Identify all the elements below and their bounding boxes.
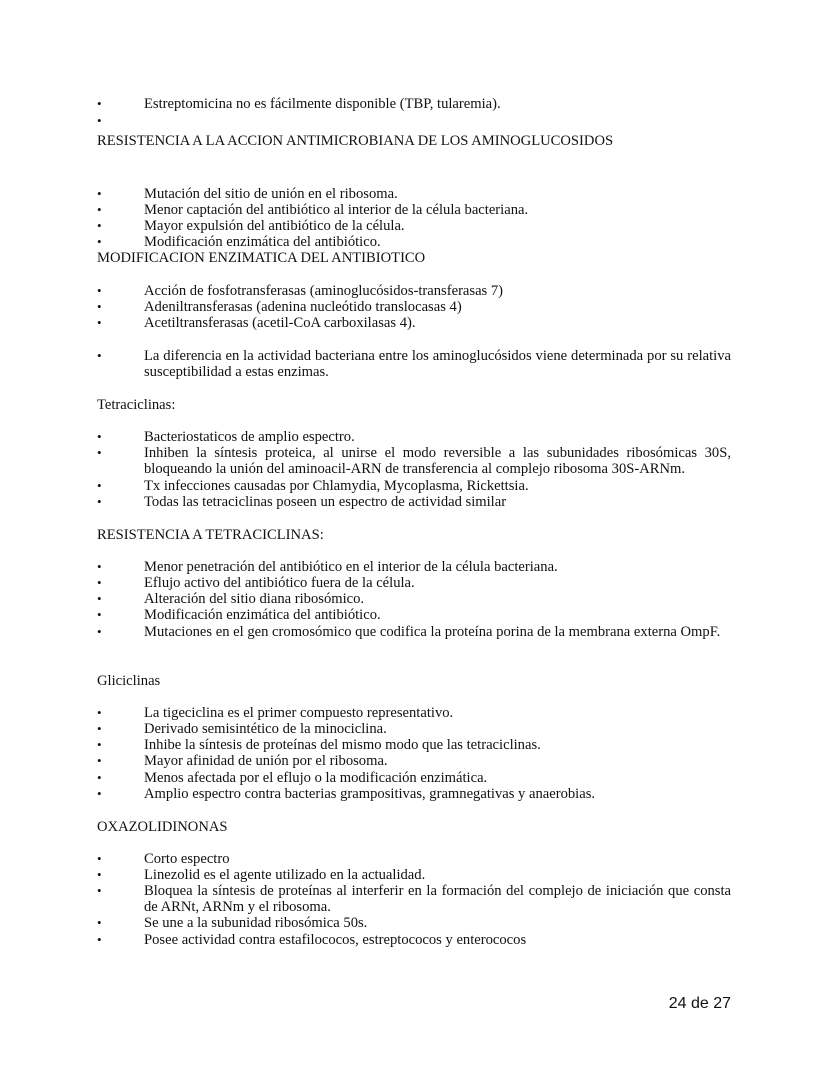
bullet-icon: • (97, 737, 102, 752)
list-item (97, 575, 731, 591)
bullet-icon: • (97, 299, 102, 314)
list-item-text: Menor penetración del antibiótico en el interior de la célula bacteriana. (144, 559, 558, 575)
list-item-text: Bloquea la síntesis de proteínas al interferir en la formación del complejo de iniciación que consta de ARNt, ARNm y el ribosoma. (144, 883, 731, 916)
list-item-text: Menor captación del antibiótico al interior de la célula bacteriana. (144, 202, 529, 218)
list-item-text: La tigeciclina es el primer compuesto representativo. (144, 705, 454, 721)
list-item (97, 202, 731, 218)
bullet-icon: • (97, 721, 102, 736)
list-item (97, 218, 731, 234)
bullet-icon: • (97, 575, 102, 590)
bullet-icon: • (97, 494, 102, 509)
bullet-icon: • (97, 624, 102, 639)
list-item (97, 883, 731, 915)
list-item-text: Corto espectro (144, 851, 230, 867)
bullet-icon: • (97, 234, 102, 249)
section-heading: Gliciclinas (97, 673, 161, 689)
bullet-icon: • (97, 113, 102, 128)
list-item (97, 429, 731, 445)
list-item-text: Modificación enzimática del antibiótico. (144, 607, 381, 623)
list-item (97, 624, 731, 640)
list-item (97, 348, 731, 380)
bullet-icon: • (97, 445, 102, 460)
list-item-text: Mayor expulsión del antibiótico de la célula. (144, 218, 405, 234)
list-item-text: Adeniltransferasas (adenina nucleótido translocasas 4) (144, 299, 462, 315)
list-item (97, 283, 731, 299)
list-item (97, 607, 731, 623)
bullet-icon: • (97, 932, 102, 947)
list-item (97, 591, 731, 607)
section-heading: RESISTENCIA A LA ACCION ANTIMICROBIANA DE LOS AMINOGLUCOSIDOS (97, 133, 614, 149)
bullet-icon: • (97, 559, 102, 574)
list-item (97, 786, 731, 802)
bullet-icon: • (97, 753, 102, 768)
list-item (97, 932, 731, 948)
bullet-icon: • (97, 429, 102, 444)
list-item-text: Todas las tetraciclinas poseen un espectro de actividad similar (144, 494, 507, 510)
list-item (97, 770, 731, 786)
list-item (97, 867, 731, 883)
list-item (97, 478, 731, 494)
section-heading: MODIFICACION ENZIMATICA DEL ANTIBIOTICO (97, 250, 426, 266)
list-item (97, 315, 731, 331)
list-item-text: Se une a la subunidad ribosómica 50s. (144, 915, 368, 931)
list-item (97, 753, 731, 769)
list-item-text: Amplio espectro contra bacterias grampositivas, gramnegativas y anaerobias. (144, 786, 596, 802)
list-item (97, 559, 731, 575)
list-item-text: Inhiben la síntesis proteica, al unirse el modo reversible a las subunidades ribosómicas 30S, bloqueando la unión del aminoacil-ARN de transferencia al complejo ribosoma 30S-ARNm. (144, 445, 731, 478)
list-item-text: Mayor afinidad de unión por el ribosoma. (144, 753, 388, 769)
bullet-icon: • (97, 202, 102, 217)
list-item (97, 445, 731, 477)
bullet-icon: • (97, 186, 102, 201)
list-item (97, 186, 731, 202)
list-item-text: La diferencia en la actividad bacteriana entre los aminoglucósidos viene determinada por su relativa susceptibilidad a estas enzimas. (144, 348, 731, 381)
list-item-text: Menos afectada por el eflujo o la modificación enzimática. (144, 770, 488, 786)
list-item (97, 96, 731, 112)
list-item-text: Mutación del sitio de unión en el ribosoma. (144, 186, 398, 202)
list-item (97, 915, 731, 931)
list-item (97, 234, 731, 250)
list-item (97, 851, 731, 867)
bullet-icon: • (97, 705, 102, 720)
bullet-icon: • (97, 851, 102, 866)
bullet-icon: • (97, 315, 102, 330)
bullet-icon: • (97, 96, 102, 111)
bullet-icon: • (97, 348, 102, 363)
list-item (97, 494, 731, 510)
section-heading: RESISTENCIA A TETRACICLINAS: (97, 527, 324, 543)
list-item-text: Alteración del sitio diana ribosómico. (144, 591, 365, 607)
bullet-icon: • (97, 786, 102, 801)
section-heading: OXAZOLIDINONAS (97, 819, 228, 835)
list-item-text: Posee actividad contra estafilococos, estreptococos y enterococos (144, 932, 527, 948)
list-item-text: Acción de fosfotransferasas (aminoglucósidos-transferasas 7) (144, 283, 504, 299)
bullet-icon: • (97, 915, 102, 930)
list-item (97, 299, 731, 315)
bullet-icon: • (97, 218, 102, 233)
list-item-text: Linezolid es el agente utilizado en la actualidad. (144, 867, 426, 883)
list-item-text: Inhibe la síntesis de proteínas del mismo modo que las tetraciclinas. (144, 737, 541, 753)
section-heading: Tetraciclinas: (97, 397, 176, 413)
bullet-icon: • (97, 770, 102, 785)
list-item (97, 705, 731, 721)
bullet-icon: • (97, 591, 102, 606)
bullet-icon: • (97, 867, 102, 882)
list-item-text: Modificación enzimática del antibiótico. (144, 234, 381, 250)
list-item-text: Mutaciones en el gen cromosómico que codifica la proteína porina de la membrana externa OmpF. (144, 624, 721, 640)
bullet-icon: • (97, 283, 102, 298)
list-item-text: Eflujo activo del antibiótico fuera de la célula. (144, 575, 415, 591)
bullet-icon: • (97, 478, 102, 493)
list-item-text: Derivado semisintético de la minociclina. (144, 721, 387, 737)
list-item (97, 737, 731, 753)
list-item-text: Bacteriostaticos de amplio espectro. (144, 429, 355, 445)
list-item-text: Tx infecciones causadas por Chlamydia, Mycoplasma, Rickettsia. (144, 478, 529, 494)
page-number: 24 de 27 (668, 995, 731, 1012)
list-item (97, 721, 731, 737)
list-item-text: Acetiltransferasas (acetil-CoA carboxilasas 4). (144, 315, 416, 331)
bullet-icon: • (97, 883, 102, 898)
bullet-icon: • (97, 607, 102, 622)
list-item-text: Estreptomicina no es fácilmente disponible (TBP, tularemia). (144, 96, 501, 112)
